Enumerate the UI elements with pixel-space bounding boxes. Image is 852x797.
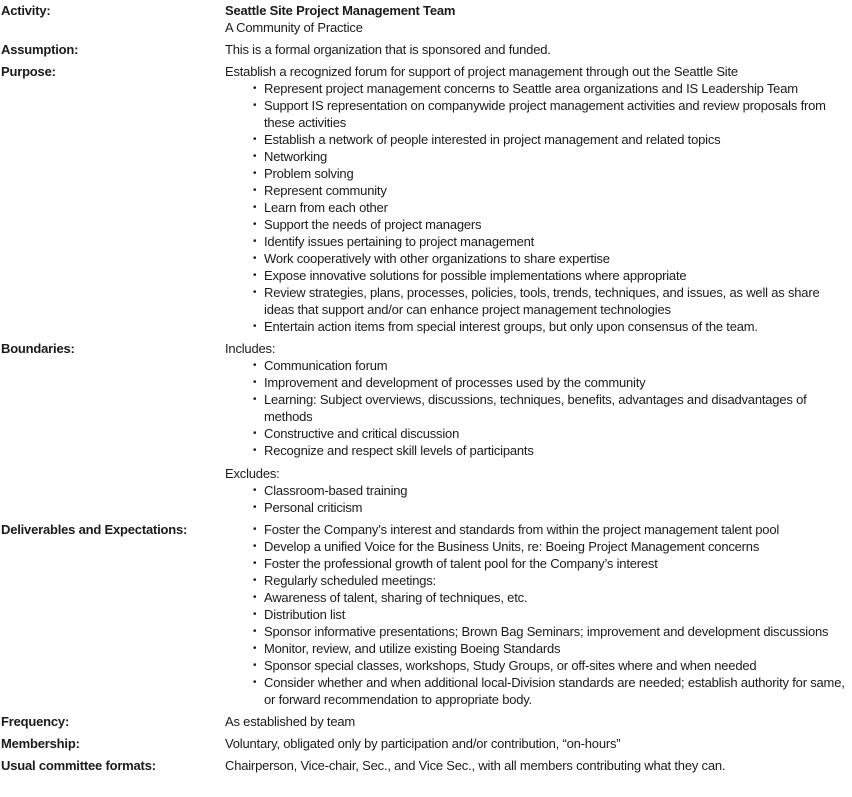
bullet-list	[225, 521, 852, 708]
list-item-text: Entertain action items from special interest groups, but only upon consensus of the team.	[264, 319, 758, 334]
list-item	[225, 357, 852, 374]
section-label: Frequency:	[1, 714, 70, 729]
list-item-text: Foster the professional growth of talent pool for the Company’s interest	[264, 556, 658, 571]
list-item	[225, 640, 852, 657]
section-label: Boundaries:	[1, 341, 75, 356]
list-item-text: Awareness of talent, sharing of techniques, etc.	[264, 590, 528, 605]
list-item-text: Distribution list	[264, 607, 346, 622]
list-item-text: Review strategies, plans, processes, policies, tools, trends, techniques, and issues, as well as share ideas that support and/or can enhance project management technologies	[264, 285, 820, 317]
bullet-icon: •	[253, 575, 257, 586]
list-item	[225, 606, 852, 623]
bullet-icon: •	[253, 151, 257, 162]
section-content	[225, 521, 852, 708]
list-item-text: Constructive and critical discussion	[264, 426, 460, 441]
list-item-text: Learn from each other	[264, 200, 388, 215]
list-item-text: Represent project management concerns to Seattle area organizations and IS Leadership Team	[264, 81, 798, 96]
list-item	[225, 267, 852, 284]
bullet-icon: •	[253, 360, 257, 371]
list-item	[225, 182, 852, 199]
section-content	[225, 41, 852, 58]
bullet-icon: •	[253, 100, 257, 111]
list-item	[225, 391, 852, 425]
list-item	[225, 425, 852, 442]
list-item-text: Develop a unified Voice for the Business Units, re: Boeing Project Management concerns	[264, 539, 760, 554]
list-item-text: Sponsor special classes, workshops, Study Groups, or off-sites where and when needed	[264, 658, 757, 673]
list-item	[225, 284, 852, 318]
section-row	[1, 41, 852, 58]
section-content	[225, 757, 852, 774]
section-label: Membership:	[1, 736, 80, 751]
section-row	[1, 713, 852, 730]
list-item-text: Establish a network of people interested in project management and related topics	[264, 132, 721, 147]
list-item-text: Monitor, review, and utilize existing Boeing Standards	[264, 641, 561, 656]
list-item	[225, 131, 852, 148]
list-item	[225, 572, 852, 589]
list-item-text: Personal criticism	[264, 500, 363, 515]
list-item	[225, 374, 852, 391]
bullet-icon: •	[253, 428, 257, 439]
section-content	[225, 63, 852, 335]
list-item	[225, 233, 852, 250]
bullet-icon: •	[253, 677, 257, 688]
list-item	[225, 80, 852, 97]
list-item-text: Support IS representation on companywide project management activities and review proposals from these activities	[264, 98, 826, 130]
bullet-icon: •	[253, 524, 257, 535]
list-item-text: Identify issues pertaining to project management	[264, 234, 535, 249]
list-item-text: Foster the Company’s interest and standards from within the project management talent pool	[264, 522, 780, 537]
section-label: Assumption:	[1, 42, 79, 57]
bullet-icon: •	[253, 485, 257, 496]
section-row	[1, 757, 852, 774]
list-item	[225, 97, 852, 131]
bullet-icon: •	[253, 134, 257, 145]
list-item	[225, 538, 852, 555]
section-label: Deliverables and Expectations:	[1, 522, 188, 537]
list-item-text: Regularly scheduled meetings:	[264, 573, 436, 588]
section-text: Voluntary, obligated only by participation and/or contribution, “on-hours”	[225, 736, 621, 751]
section-content	[225, 735, 852, 752]
bullet-list	[225, 357, 852, 459]
bullet-icon: •	[253, 202, 257, 213]
list-item-text: Classroom-based training	[264, 483, 408, 498]
section-content	[225, 2, 852, 36]
list-item-text: Learning: Subject overviews, discussions, techniques, benefits, advantages and disadvantages of methods	[264, 392, 807, 424]
list-item	[225, 250, 852, 267]
section-text: Establish a recognized forum for support of project management through out the Seattle Site	[225, 64, 738, 79]
section-row	[1, 63, 852, 335]
list-item-text: Consider whether and when additional local-Division standards are needed; establish authority for same, or forward recommendation to appropriate body.	[264, 675, 845, 707]
list-item-text: Represent community	[264, 183, 387, 198]
bullet-icon: •	[253, 394, 257, 405]
list-item-text: Networking	[264, 149, 328, 164]
list-item	[225, 623, 852, 640]
bullet-icon: •	[253, 502, 257, 513]
list-item	[225, 674, 852, 708]
list-item	[225, 199, 852, 216]
bullet-list	[225, 482, 852, 516]
list-item-text: Work cooperatively with other organizations to share expertise	[264, 251, 610, 266]
bullet-icon: •	[253, 287, 257, 298]
section-label: Usual committee formats:	[1, 758, 156, 773]
bullet-icon: •	[253, 609, 257, 620]
list-item	[225, 216, 852, 233]
bullet-icon: •	[253, 541, 257, 552]
bullet-icon: •	[253, 270, 257, 281]
section-label: Purpose:	[1, 64, 56, 79]
section-row	[1, 340, 852, 516]
list-item	[225, 657, 852, 674]
section-content	[225, 340, 852, 516]
bullet-icon: •	[253, 253, 257, 264]
section-row	[1, 521, 852, 708]
bullet-icon: •	[253, 445, 257, 456]
list-item-text: Expose innovative solutions for possible implementations where appropriate	[264, 268, 687, 283]
section-row	[1, 2, 852, 36]
list-item	[225, 148, 852, 165]
list-item	[225, 318, 852, 335]
bullet-icon: •	[253, 643, 257, 654]
bullet-icon: •	[253, 83, 257, 94]
section-label: Activity:	[1, 3, 51, 18]
list-item	[225, 589, 852, 606]
list-item	[225, 442, 852, 459]
list-item-text: Communication forum	[264, 358, 388, 373]
bullet-icon: •	[253, 185, 257, 196]
section-text: As established by team	[225, 714, 356, 729]
bullet-icon: •	[253, 377, 257, 388]
bullet-icon: •	[253, 219, 257, 230]
section-text: Excludes:	[225, 466, 280, 481]
bullet-icon: •	[253, 236, 257, 247]
list-item	[225, 555, 852, 572]
bullet-icon: •	[253, 168, 257, 179]
bullet-icon: •	[253, 321, 257, 332]
section-text: A Community of Practice	[225, 20, 363, 35]
section-content	[225, 713, 852, 730]
section-text: Chairperson, Vice-chair, Sec., and Vice Sec., with all members contributing what they can.	[225, 758, 726, 773]
bullet-list	[225, 80, 852, 335]
list-item-text: Support the needs of project managers	[264, 217, 482, 232]
section-row	[1, 735, 852, 752]
list-item	[225, 521, 852, 538]
section-heading-text: Seattle Site Project Management Team	[225, 3, 456, 18]
list-item-text: Improvement and development of processes used by the community	[264, 375, 646, 390]
list-item	[225, 482, 852, 499]
section-text: This is a formal organization that is sponsored and funded.	[225, 42, 551, 57]
section-text: Includes:	[225, 341, 276, 356]
bullet-icon: •	[253, 626, 257, 637]
list-item	[225, 165, 852, 182]
bullet-icon: •	[253, 558, 257, 569]
list-item-text: Sponsor informative presentations; Brown Bag Seminars; improvement and development discussions	[264, 624, 829, 639]
list-item-text: Recognize and respect skill levels of participants	[264, 443, 534, 458]
bullet-icon: •	[253, 660, 257, 671]
bullet-icon: •	[253, 592, 257, 603]
list-item	[225, 499, 852, 516]
list-item-text: Problem solving	[264, 166, 354, 181]
